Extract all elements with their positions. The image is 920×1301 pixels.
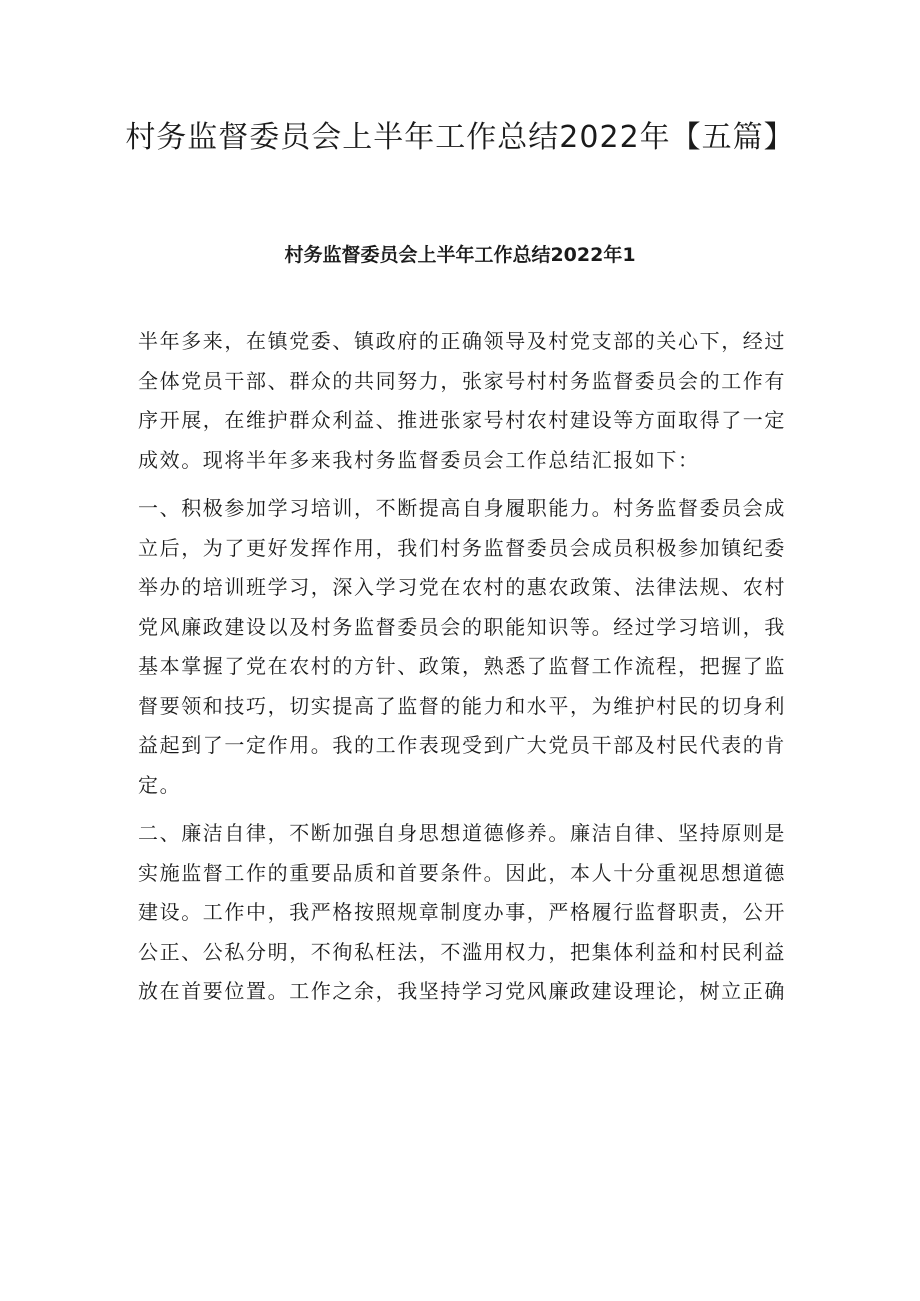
paragraph-2: 二、廉洁自律，不断加强自身思想道德修养。廉洁自律、坚持原则是实施监督工作的重要品质和首要条件。因此，本人十分重视思想道德建设。工作中，我严格按照规章制度办事，严格履行监督职责，公开公正、公私分明，不徇私枉法，不滥用权力，把集体利益和村民利益放在首要位置。工作之余，我坚持学习党风廉政建设理论，树立正确 (138, 821, 786, 1003)
paragraph-1: 一、积极参加学习培训，不断提高自身履职能力。村务监督委员会成立后，为了更好发挥作用，我们村务监督委员会成员积极参加镇纪委举办的培训班学习，深入学习党在农村的惠农政策、法律法规、农村党风廉政建设以及村务监督委员会的职能知识等。经过学习培训，我基本掌握了党在农村的方针、政策，熟悉了监督工作流程，把握了监督要领和技巧，切实提高了监督的能力和水平，为维护村民的切身利益起到了一定作用。我的工作表现受到广大党员干部及村民代表的肯定。 (138, 496, 786, 797)
paragraph-intro: 半年多来，在镇党委、镇政府的正确领导及村党支部的关心下，经过全体党员干部、群众的共同努力，张家号村村务监督委员会的工作有序开展，在维护群众利益、推进张家号村农村建设等方面取得了一定成效。现将半年多来我村务监督委员会工作总结汇报如下： (138, 329, 786, 472)
section-title: 村务监督委员会上半年工作总结2022年1 (284, 244, 636, 266)
document-body (138, 322, 786, 1021)
document-title: 村务监督委员会上半年工作总结2022年【五篇】 (125, 120, 795, 155)
